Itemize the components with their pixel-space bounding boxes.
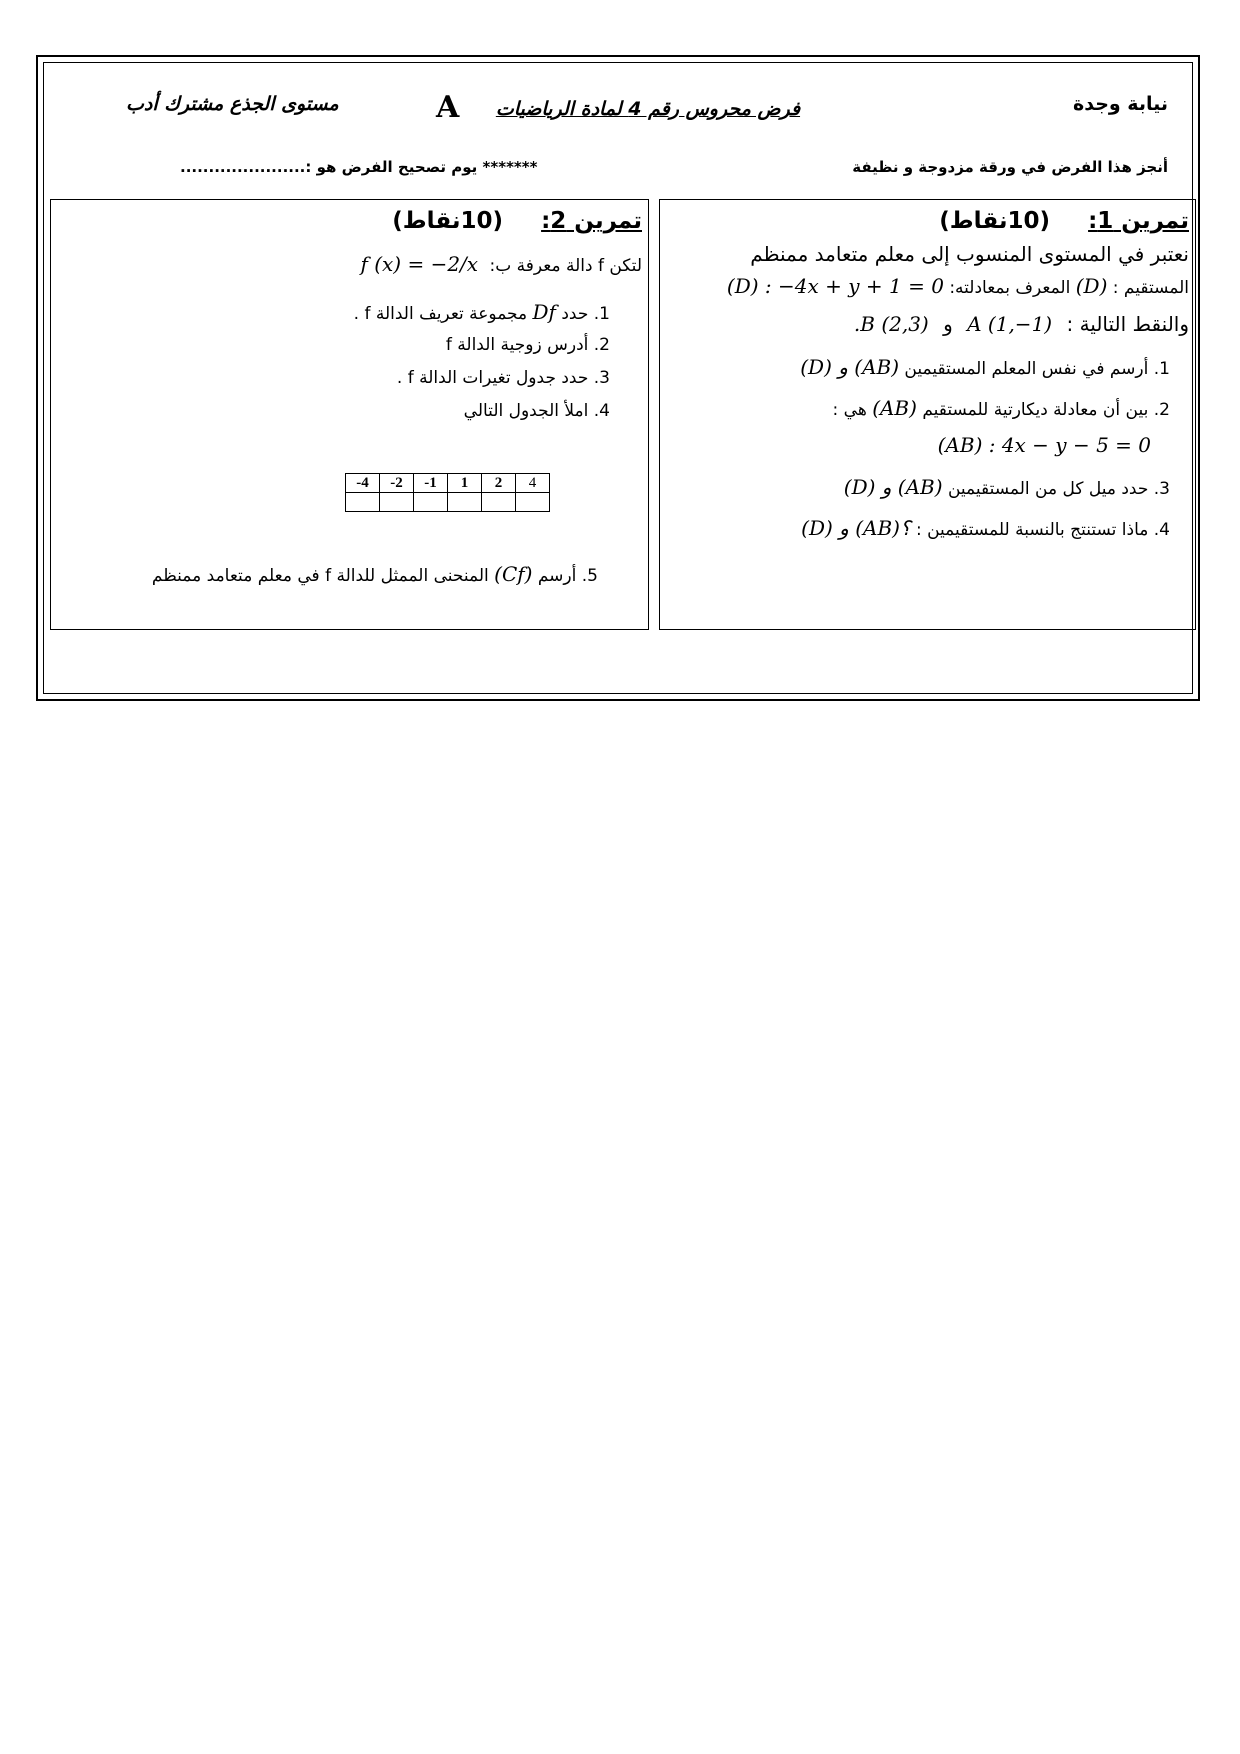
level-label: مستوى الجذع مشترك أدب bbox=[126, 93, 339, 115]
ex1-q3-math: (D) و (AB) bbox=[843, 475, 943, 499]
values-table bbox=[345, 473, 550, 512]
ex2-def-text: لتكن f دالة معرفة ب: bbox=[489, 256, 642, 276]
ex1-q2-tail: هي : bbox=[832, 400, 867, 420]
ex1-line-text: المستقيم : bbox=[1112, 278, 1189, 298]
ex1-q2-text: 2. بين أن معادلة ديكارتية للمستقيم bbox=[922, 400, 1170, 420]
table-cell: 2 bbox=[482, 474, 516, 493]
ex1-point-B: .B (2,3) bbox=[853, 312, 929, 336]
table-cell-empty bbox=[448, 493, 482, 512]
ex2-question3: 3. حدد جدول تغيرات الدالة f . bbox=[396, 368, 610, 388]
table-cell: -4 bbox=[346, 474, 380, 493]
ex2-question4: 4. املأ الجدول التالي bbox=[463, 401, 610, 421]
ex2-question5 bbox=[152, 562, 598, 586]
ex2-q5-tail: المنحنى الممثل للدالة f في معلم متعامد ممنظم bbox=[151, 566, 489, 586]
correction-date-line: ******* يوم تصحيح الفرض هو :...................... bbox=[180, 158, 538, 176]
table-cell: 1 bbox=[448, 474, 482, 493]
ex2-question2: 2. أدرس زوجية الدالة f bbox=[445, 335, 610, 355]
table-cell-empty bbox=[346, 493, 380, 512]
table-cell-empty bbox=[414, 493, 448, 512]
ex1-q2-math: (AB) bbox=[872, 396, 917, 420]
exercise1-box bbox=[659, 199, 1196, 630]
ex1-q2-equation bbox=[938, 433, 1151, 457]
ex1-AB-equation: (AB) : 4x − y − 5 = 0 bbox=[937, 433, 1151, 457]
ex1-intro-line2 bbox=[727, 274, 1189, 298]
ex1-question1 bbox=[800, 355, 1170, 379]
table-cell-empty bbox=[516, 493, 550, 512]
exercise2-heading bbox=[392, 208, 642, 234]
region-label: نيابة وجدة bbox=[1073, 93, 1168, 115]
exercise1-heading bbox=[939, 208, 1189, 234]
table-cell-empty bbox=[380, 493, 414, 512]
table-cell: -1 bbox=[414, 474, 448, 493]
table-cell: -2 bbox=[380, 474, 414, 493]
ex1-defined-text: المعرف بمعادلته: bbox=[949, 278, 1071, 298]
exam-frame bbox=[36, 55, 1200, 701]
exercise2-label: تمرين 2: bbox=[541, 208, 642, 234]
ex1-q4-text: 4. ماذا تستنتج بالنسبة للمستقيمين : bbox=[915, 520, 1170, 540]
table-cell: 4 bbox=[516, 474, 550, 493]
table-cell-empty bbox=[482, 493, 516, 512]
ex1-intro-line1: نعتبر في المستوى المنسوب إلى معلم متعامد ممنظم bbox=[750, 242, 1189, 266]
exam-version: A bbox=[435, 90, 460, 125]
ex1-q3-text: 3. حدد ميل كل من المستقيمين bbox=[947, 479, 1170, 499]
instruction-line: أنجز هذا الفرض في ورقة مزدوجة و نظيفة bbox=[852, 158, 1168, 176]
ex1-point-A: A (1,−1) bbox=[967, 312, 1053, 336]
exercise1-label: تمرين 1: bbox=[1088, 208, 1189, 234]
ex2-function-formula: f (x) = −2/x bbox=[360, 252, 479, 276]
ex2-q5-prefix: 5. أرسم bbox=[537, 566, 598, 586]
ex1-D-equation: (D) : −4x + y + 1 = 0 bbox=[726, 274, 944, 298]
ex1-question4 bbox=[801, 516, 1170, 540]
ex2-q1-tail: مجموعة تعريف الدالة f . bbox=[353, 304, 528, 324]
ex1-q1-text: 1. أرسم في نفس المعلم المستقيمين bbox=[904, 359, 1170, 379]
ex1-question3 bbox=[844, 475, 1170, 499]
exam-frame-inner bbox=[43, 62, 1193, 694]
ex1-points-line bbox=[854, 312, 1189, 336]
exam-title-text: فرض محروس رقم 4 لمادة الرياضيات bbox=[495, 98, 801, 120]
ex2-question1 bbox=[354, 300, 610, 324]
ex1-and-word: و bbox=[943, 312, 953, 336]
ex1-question2 bbox=[833, 396, 1170, 420]
ex2-definition bbox=[360, 252, 642, 276]
ex2-curve-symbol: (Cf) bbox=[494, 562, 533, 586]
ex1-q4-math: (D) و (AB)؟ bbox=[801, 516, 911, 540]
exercise2-points: (10نقاط) bbox=[392, 208, 504, 234]
values-row-x bbox=[346, 474, 550, 493]
ex2-domain-symbol: Df bbox=[532, 300, 556, 324]
ex1-points-text: والنقط التالية : bbox=[1066, 312, 1189, 336]
exercise1-points: (10نقاط) bbox=[939, 208, 1051, 234]
values-row-fx bbox=[346, 493, 550, 512]
ex1-D-symbol: (D) bbox=[1075, 274, 1108, 298]
ex2-q1-prefix: 1. حدد bbox=[561, 304, 610, 324]
exercise2-box bbox=[50, 199, 649, 630]
ex1-q1-math: (D) و (AB) bbox=[800, 355, 900, 379]
